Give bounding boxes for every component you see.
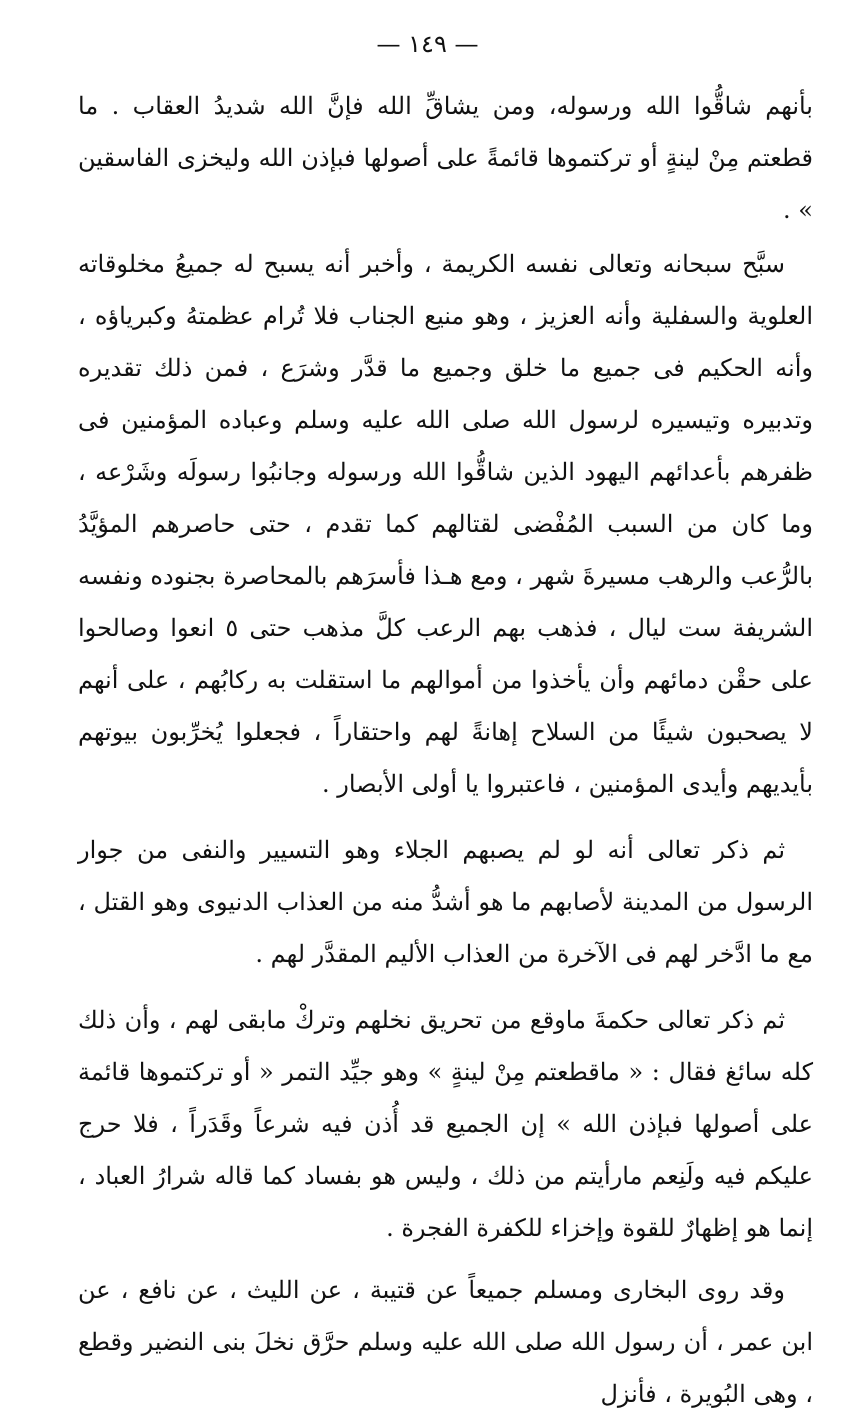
paragraph-palm-trees-commentary: ثم ذكر تعالى حكمةَ ماوقع من تحريق نخلهم وتركْ مابقى لهم ، وأن ذلك كله سائغ فقال : « ماقطعتم مِنْ لينةٍ » وهو جيِّد التمر « أو تركتموها قائمة على أصولها فبإذن الله » إن الجميع قد أُذن فيه شرعاً وقَدَراً ، فلا حرج عليكم فيه ولَنِعم مارأيتم من ذلك ، وليس هو بفساد كما قاله شرارُ العباد ، إنما هو إظهارٌ للقوة وإخزاء للكفرة الفجرة . (78, 1006, 813, 1242)
paragraph-tasbih-commentary: سبَّح سبحانه وتعالى نفسه الكريمة ، وأخبر أنه يسبح له جميعُ مخلوقاته العلوية والسفلية وأنه العزيز ، وهو منيع الجناب فلا تُرام عظمتهُ وكبرياؤه ، وأنه الحكيم فى جميع ما خلق وجميع ما قدَّر وشرَع ، فمن ذلك تقديره وتدبيره وتيسيره لرسول الله صلى الله عليه وسلم وعباده المؤمنين فى ظفرهم بأعدائهم اليهود الذين شاقُّوا الله ورسوله وجانبُوا رسولَه وشَرْعه ، وما كان من السبب المُفْضى لقتالهم كما تقدم ، حتى حاصرهم المؤيَّدُ بالرُّعب والرهب مسيرةَ شهر ، ومع هـذا فأسرَهم بالمحاصرة بجنوده ونفسه الشريفة ست ليال ، فذهب بهم الرعب كلَّ مذهب حتى ٥ انعوا وصالحوا على حقْن دمائهم وأن يأخذوا من أموالهم ما استقلت به ركابُهم ، على أنهم لا يصحبون شيئًا من السلاح إهانةً لهم واحتقاراً ، فجعلوا يُخرِّبون بيوتهم بأيديهم وأيدى المؤمنين ، فاعتبروا يا أولى الأبصار . (78, 250, 814, 798)
paragraph-exile-commentary: ثم ذكر تعالى أنه لو لم يصبهم الجلاء وهو التسيير والنفى من جوار الرسول من المدينة لأصابهم ما هو أشدُّ منه من العذاب الدنيوى وهو القتل ، مع ما ادَّخر لهم فى الآخرة من العذاب الأليم المقدَّر لهم . (78, 836, 813, 968)
page-number: — ١٤٩ — (376, 30, 479, 58)
paragraph-hadith-narration: وقد روى البخارى ومسلم جميعاً عن قتيبة ، عن الليث ، عن نافع ، عن ابن عمر ، أن رسول الله صلى الله عليه وسلم حرَّق نخلَ بنى النضير وقطع ، وهى البُويرة ، فأنزل (78, 1276, 813, 1408)
body-text (78, 80, 813, 1420)
paragraph-verse-continuation: بأنهم شاقُّوا الله ورسوله، ومن يشاقِّ الله فإنَّ الله شديدُ العقاب . ما قطعتم مِنْ لينةٍ أو تركتموها قائمةً على أصولها فبإذن الله وليخزى الفاسقين » . (78, 92, 813, 224)
